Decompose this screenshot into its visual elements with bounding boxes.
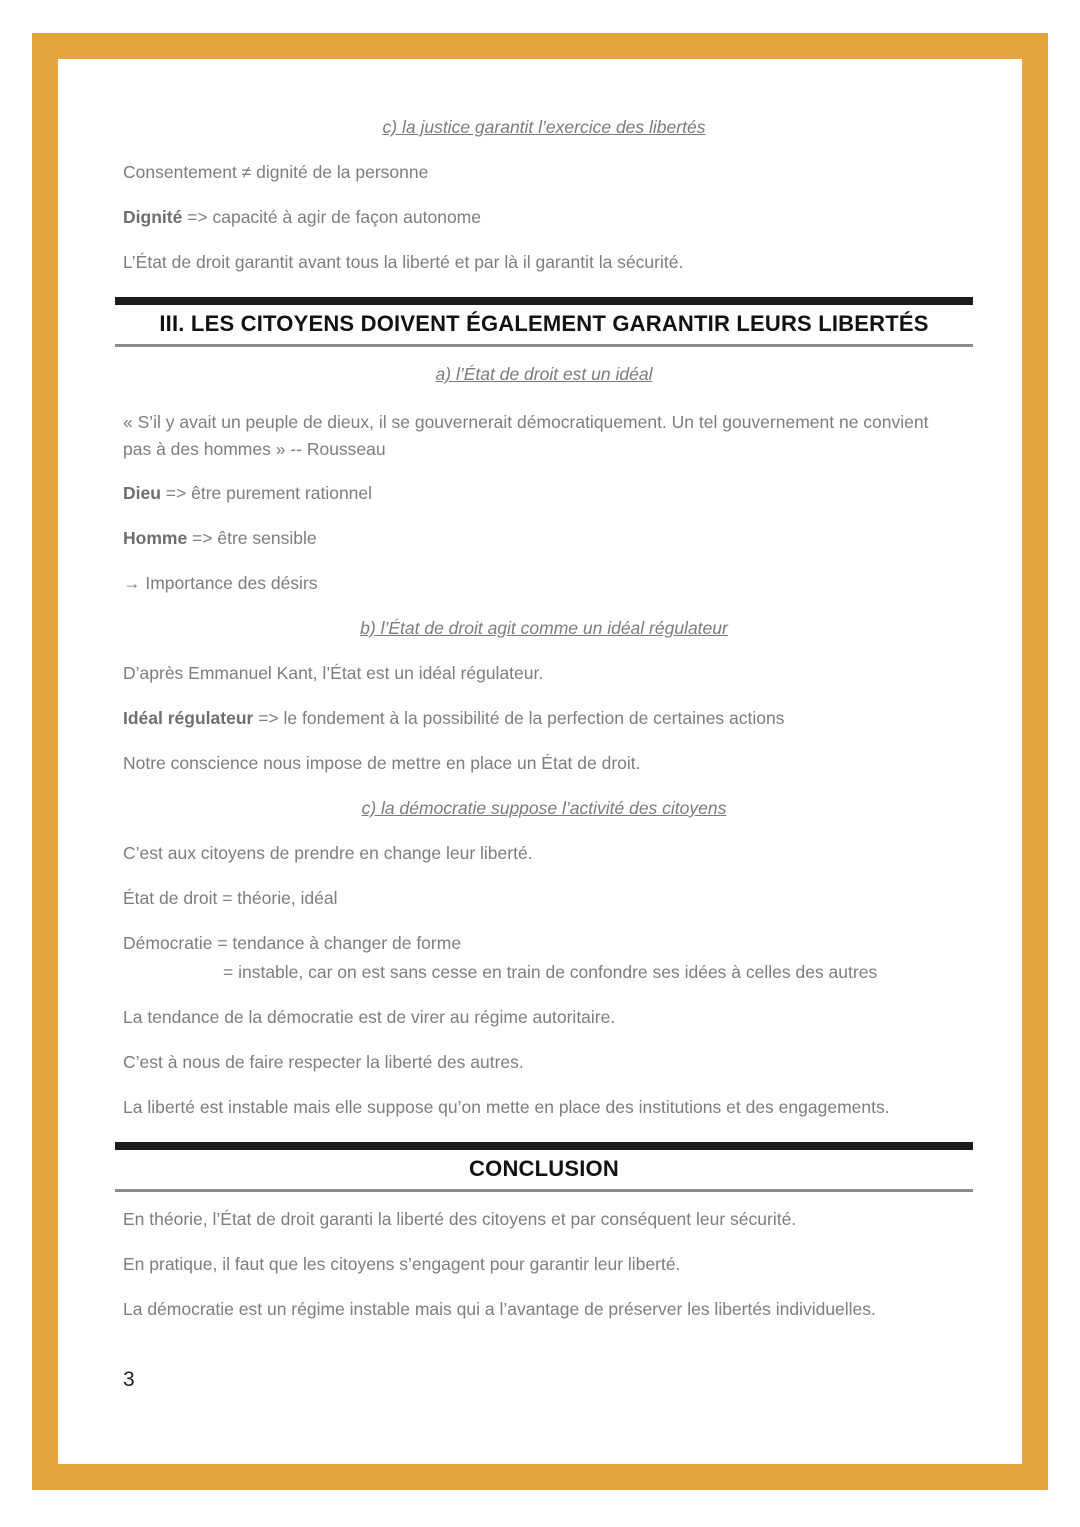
definition-term: Dignité	[123, 207, 183, 227]
definition-text: => capacité à agir de façon autonome	[182, 207, 481, 227]
definition-text: => être purement rationnel	[160, 483, 373, 503]
definition-term: Dieu	[123, 483, 161, 503]
definition-dieu	[123, 483, 965, 503]
paragraph-conclusion-theorie: En théorie, l’État de droit garanti la liberté des citoyens et par conséquent leur sécurité.	[123, 1209, 797, 1229]
democratie-line1: Démocratie = tendance à changer de forme	[123, 933, 462, 953]
section-heading-conclusion	[115, 1142, 973, 1192]
paragraph-etat-garantit: L’État de droit garantit avant tous la liberté et par là il garantit la sécurité.	[123, 252, 684, 272]
subheading-c-democratie: c) la démocratie suppose l’activité des citoyens	[361, 798, 727, 818]
paragraph-etat-theorie: État de droit = théorie, idéal	[123, 888, 338, 908]
section-title: CONCLUSION	[469, 1156, 619, 1181]
quote-rousseau: « S’il y avait un peuple de dieux, il se gouvernerait démocratiquement. Un tel gouvernement ne convient pas à des hommes » -- Rousseau	[123, 412, 929, 459]
page-number: 3	[123, 1368, 135, 1391]
paragraph-consentement: Consentement ≠ dignité de la personne	[123, 162, 429, 182]
subheading-b-regulateur: b) l’État de droit agit comme un idéal régulateur	[360, 618, 728, 638]
definition-ideal-regulateur	[123, 708, 965, 728]
paragraph-conscience: Notre conscience nous impose de mettre en place un État de droit.	[123, 753, 641, 773]
paragraph-conclusion-pratique: En pratique, il faut que les citoyens s’engagent pour garantir leur liberté.	[123, 1254, 681, 1274]
paragraph-kant: D’après Emmanuel Kant, l’État est un idéal régulateur.	[123, 663, 544, 683]
section-heading-iii	[115, 297, 973, 347]
subheading-c-justice: c) la justice garantit l’exercice des libertés	[382, 117, 706, 137]
paragraph-democratie-definition	[123, 933, 965, 982]
document-content	[58, 59, 1022, 1463]
paragraph-tendance: La tendance de la démocratie est de virer au régime autoritaire.	[123, 1007, 616, 1027]
definition-text: => être sensible	[187, 528, 317, 548]
definition-term: Homme	[123, 528, 188, 548]
definition-dignite	[123, 207, 965, 227]
democratie-line2: = instable, car on est sans cesse en train de confondre ses idées à celles des autres	[223, 962, 878, 982]
paragraph-citoyens-liberte: C’est aux citoyens de prendre en change leur liberté.	[123, 843, 533, 863]
paragraph-liberte-instable: La liberté est instable mais elle suppose qu’on mette en place des institutions et des engagements.	[123, 1097, 890, 1117]
arrow-note-desirs: → Importance des désirs	[123, 573, 318, 593]
definition-term: Idéal régulateur	[123, 708, 254, 728]
definition-text: => le fondement à la possibilité de la perfection de certaines actions	[253, 708, 785, 728]
subheading-a-ideal: a) l’État de droit est un idéal	[435, 364, 653, 384]
definition-homme	[123, 528, 965, 548]
section-title: III. LES CITOYENS DOIVENT ÉGALEMENT GARANTIR LEURS LIBERTÉS	[159, 311, 929, 336]
paragraph-conclusion-democratie: La démocratie est un régime instable mais qui a l’avantage de préserver les libertés individuelles.	[123, 1299, 876, 1319]
paragraph-respecter: C’est à nous de faire respecter la liberté des autres.	[123, 1052, 524, 1072]
